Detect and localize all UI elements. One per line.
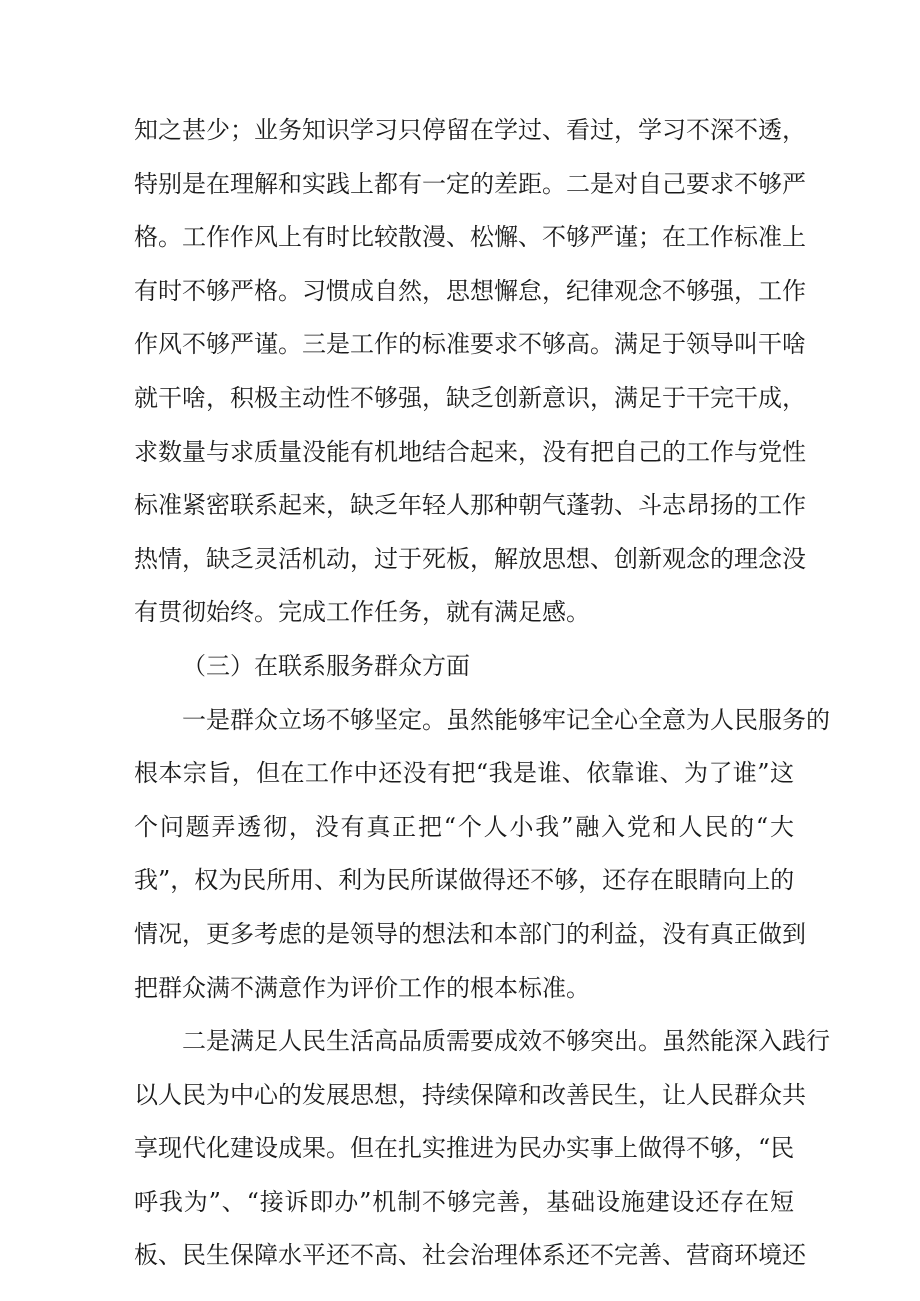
body-line: 根本宗旨，但在工作中还没有把“我是谁、依靠谁、为了谁”这 — [134, 759, 794, 788]
section-heading: （三）在联系服务群众方面 — [182, 651, 470, 680]
body-line: 呼我为”、“接诉即办”机制不够完善，基础设施建设还存在短 — [134, 1187, 794, 1216]
body-line: 就干啥，积极主动性不够强，缺乏创新意识，满足于干完干成， — [134, 383, 806, 412]
body-line: 知之甚少；业务知识学习只停留在学过、看过，学习不深不透， — [134, 116, 806, 144]
body-line: 标准紧密联系起来，缺乏年轻人那种朝气蓬勃、斗志昂扬的工作 — [134, 491, 806, 520]
body-line: 热情，缺乏灵活机动，过于死板，解放思想、创新观念的理念没 — [134, 544, 806, 573]
body-line: 个问题弄透彻，没有真正把“个人小我”融入党和人民的“大 — [134, 812, 794, 841]
body-line: 把群众满不满意作为评价工作的根本标准。 — [134, 973, 590, 1002]
body-line: 求数量与求质量没能有机地结合起来，没有把自己的工作与党性 — [134, 437, 806, 466]
body-line: 格。工作作风上有时比较散漫、松懈、不够严谨；在工作标准上 — [134, 223, 806, 252]
body-line: 作风不够严谨。三是工作的标准要求不够高。满足于领导叫干啥 — [134, 330, 806, 359]
body-line: 享现代化建设成果。但在扎实推进为民办实事上做得不够，“民 — [134, 1134, 795, 1163]
body-line: 有时不够严格。习惯成自然，思想懈怠，纪律观念不够强，工作 — [134, 276, 806, 305]
document-body — [134, 104, 830, 1283]
body-line: 情况，更多考虑的是领导的想法和本部门的利益，没有真正做到 — [134, 919, 806, 948]
body-line: 二是满足人民生活高品质需要成效不够突出。虽然能深入践行 — [182, 1027, 830, 1056]
body-line: 以人民为中心的发展思想，持续保障和改善民生，让人民群众共 — [134, 1080, 806, 1109]
body-line: 有贯彻始终。完成工作任务，就有满足感。 — [134, 598, 590, 627]
body-line: 一是群众立场不够坚定。虽然能够牢记全心全意为人民服务的 — [182, 705, 830, 734]
body-line: 我”，权为民所用、利为民所谋做得还不够，还存在眼睛向上的 — [134, 866, 795, 895]
body-line: 特别是在理解和实践上都有一定的差距。二是对自己要求不够严 — [134, 169, 806, 198]
body-line: 板、民生保障水平还不高、社会治理体系还不完善、营商环境还 — [134, 1241, 806, 1270]
